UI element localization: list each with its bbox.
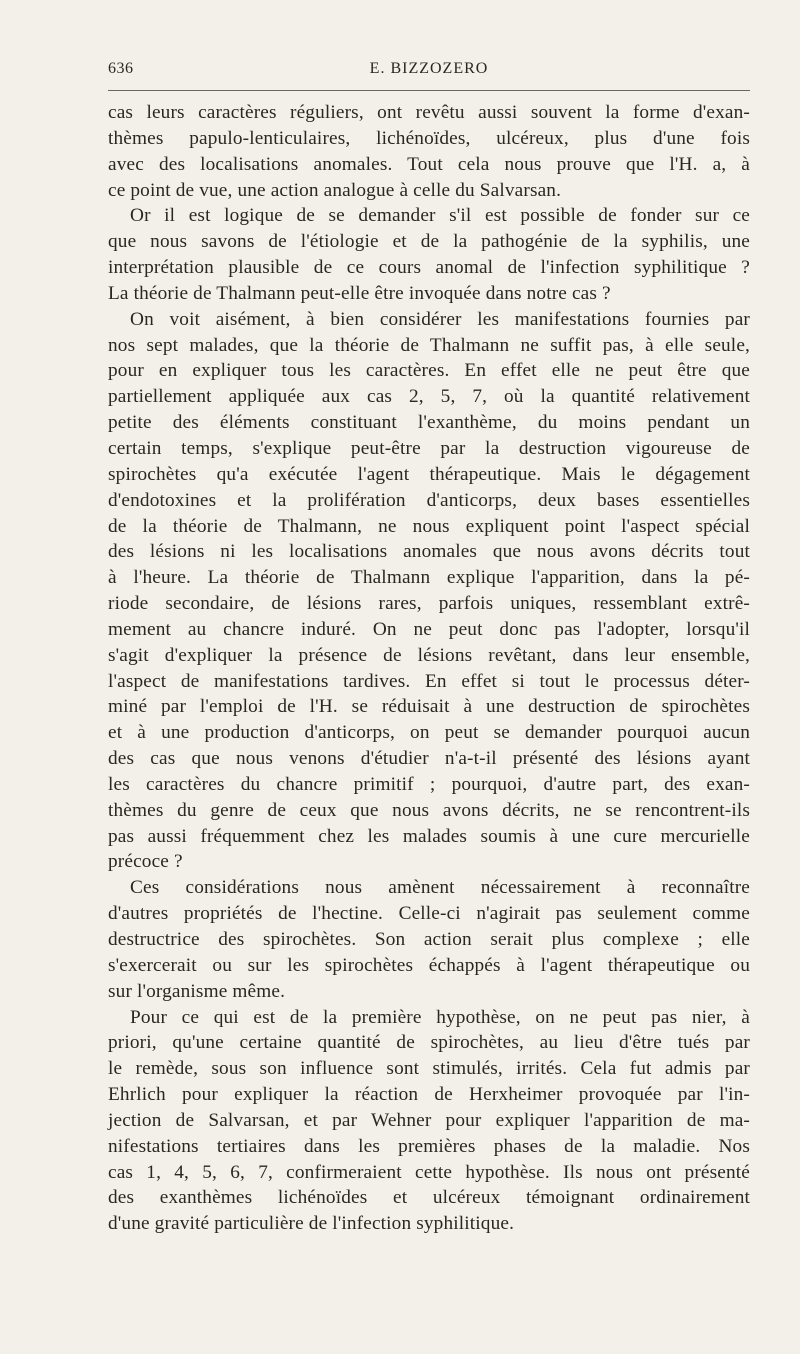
- body-text: [108, 100, 750, 1237]
- text-line: spirochètes qu'a exécutée l'agent thérapeutique. Mais le dégagement: [108, 463, 750, 485]
- text-line: riode secondaire, de lésions rares, parfois uniques, ressemblant extrê-: [108, 593, 750, 615]
- text-line: des cas que nous venons d'étudier n'a-t-il présenté des lésions ayant: [108, 748, 750, 770]
- text-line: des exanthèmes lichénoïdes et ulcéreux témoignant ordinairement: [108, 1187, 750, 1209]
- text-line: thèmes du genre de ceux que nous avons décrits, ne se rencontrent-ils: [108, 799, 750, 821]
- text-line: cas leurs caractères réguliers, ont revêtu aussi souvent la forme d'exan-: [108, 102, 750, 123]
- text-line: pas aussi fréquemment chez les malades soumis à une cure mercurielle: [108, 825, 750, 847]
- text-line: avec des localisations anomales. Tout cela nous prouve que l'H. a, à: [108, 153, 750, 175]
- text-line: s'exercerait ou sur les spirochètes échappés à l'agent thérapeutique ou: [108, 954, 750, 976]
- text-line: nos sept malades, que la théorie de Thalmann ne suffit pas, à elle seule,: [108, 334, 750, 356]
- text-line: priori, qu'une certaine quantité de spirochètes, au lieu d'être tués par: [108, 1032, 750, 1054]
- paragraph: [108, 875, 750, 1004]
- text-line: et à une production d'anticorps, on peut se demander pourquoi aucun: [108, 722, 750, 744]
- running-title: E. BIZZOZERO: [369, 60, 489, 77]
- text-line: de la théorie de Thalmann, ne nous expliquent point l'aspect spécial: [108, 515, 750, 537]
- text-line: destructrice des spirochètes. Son action serait plus complexe ; elle: [108, 929, 750, 950]
- paragraph: [108, 203, 750, 306]
- text-line: petite des éléments constituant l'exanthème, du moins pendant un: [108, 412, 750, 434]
- text-line: mement au chancre induré. On ne peut donc pas l'adopter, lorsqu'il: [108, 618, 750, 640]
- text-line: précoce ?: [108, 851, 183, 873]
- text-line: Ehrlich pour expliquer la réaction de Herxheimer provoquée par l'in-: [108, 1084, 750, 1106]
- text-line: interprétation plausible de ce cours anomal de l'infection syphilitique ?: [108, 257, 750, 279]
- text-line: Ces considérations nous amènent nécessairement à reconnaître: [130, 877, 750, 899]
- text-line: La théorie de Thalmann peut-elle être invoquée dans notre cas ?: [108, 282, 611, 304]
- text-line: partiellement appliquée aux cas 2, 5, 7, où la quantité relativement: [108, 386, 750, 408]
- text-line: les caractères du chancre primitif ; pourquoi, d'autre part, des exan-: [108, 773, 750, 795]
- text-line: des lésions ni les localisations anomales que nous avons décrits tout: [108, 541, 750, 563]
- text-line: cas 1, 4, 5, 6, 7, confirmeraient cette hypothèse. Ils nous ont présenté: [108, 1161, 750, 1183]
- text-line: que nous savons de l'étiologie et de la pathogénie de la syphilis, une: [108, 231, 750, 253]
- header-rule: [108, 90, 750, 91]
- page-header: [108, 60, 750, 82]
- text-line: miné par l'emploi de l'H. se réduisait à une destruction de spirochètes: [108, 696, 750, 718]
- text-line: pour en expliquer tous les caractères. En effet elle ne peut être que: [108, 360, 750, 382]
- text-line: le remède, sous son influence sont stimulés, irrités. Cela fut admis par: [108, 1058, 750, 1080]
- text-line: Or il est logique de se demander s'il est possible de fonder sur ce: [130, 205, 750, 227]
- text-line: ce point de vue, une action analogue à celle du Salvarsan.: [108, 179, 562, 201]
- text-line: nifestations tertiaires dans les premières phases de la maladie. Nos: [108, 1135, 750, 1157]
- text-line: l'aspect de manifestations tardives. En effet si tout le processus déter-: [108, 670, 750, 692]
- text-line: d'autres propriétés de l'hectine. Celle-ci n'agirait pas seulement comme: [108, 903, 750, 925]
- text-line: jection de Salvarsan, et par Wehner pour expliquer l'apparition de ma-: [108, 1109, 750, 1131]
- text-line: à l'heure. La théorie de Thalmann explique l'apparition, dans la pé-: [108, 567, 750, 589]
- text-line: thèmes papulo-lenticulaires, lichénoïdes, ulcéreux, plus d'une fois: [108, 127, 750, 149]
- paragraph: [108, 307, 750, 876]
- paragraph: [108, 100, 750, 203]
- text-line: d'endotoxines et la prolifération d'anticorps, deux bases essentielles: [108, 489, 750, 511]
- paragraph: [108, 1005, 750, 1238]
- text-line: certain temps, s'explique peut-être par la destruction vigoureuse de: [108, 437, 750, 459]
- text-line: d'une gravité particulière de l'infection syphilitique.: [108, 1213, 515, 1235]
- text-line: On voit aisément, à bien considérer les manifestations fournies par: [130, 308, 750, 330]
- text-line: sur l'organisme même.: [108, 980, 286, 1002]
- text-line: Pour ce qui est de la première hypothèse, on ne peut pas nier, à: [130, 1006, 750, 1028]
- text-line: s'agit d'expliquer la présence de lésions revêtant, dans leur ensemble,: [108, 644, 750, 666]
- page-number: 636: [108, 60, 134, 77]
